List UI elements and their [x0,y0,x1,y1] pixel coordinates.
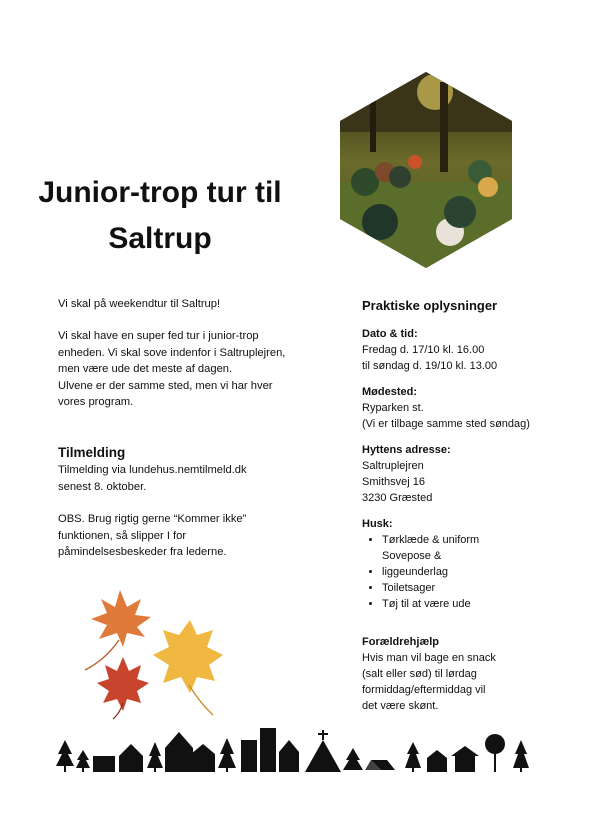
title-line-1: Junior-trop tur til [38,176,282,209]
adresse-label: Hyttens adresse: [362,444,451,456]
moedested-line: (Vi er tilbage samme sted søndag) [362,418,530,430]
foraeldre-line: formiddag/eftermiddag vil [362,684,486,696]
title-line-2: Saltrup [108,222,212,255]
tree-icon [56,740,74,772]
dato-line: til søndag d. 19/10 kl. 13.00 [362,360,498,372]
village-skyline-silhouette [55,724,535,774]
building-icon [241,740,257,772]
tree-icon [405,742,421,772]
info-heading: Praktiske oplysninger [362,298,498,313]
adresse-line: 3230 Græsted [362,492,433,504]
house-icon [427,750,447,772]
house-icon [93,756,115,772]
tree-icon [147,742,163,772]
foraeldre-block [362,634,562,714]
adresse-line: Saltruplejren [362,460,424,472]
scouts-photo-hexagon [340,72,512,268]
autumn-leaves-illustration [75,585,225,720]
round-tree-icon [485,734,505,772]
tree-icon [343,748,363,770]
husk-label: Husk: [362,518,393,530]
tilmelding-link-text: Tilmelding via lundehus.nemtilmeld.dk [58,464,247,477]
house-icon [119,744,143,772]
maple-leaf-orange-icon [85,590,151,670]
tent-icon [365,760,395,770]
moedested-label: Mødested: [362,386,417,398]
tree-icon [218,738,236,772]
obs-note [58,511,308,560]
obs-text: funktionen, så slipper I for [58,529,187,542]
intro-paragraph [58,328,308,410]
maple-leaf-red-icon [97,657,149,719]
husk-item: • Tøj til at være ude [382,596,562,612]
foraeldre-line: det være skønt. [362,700,439,712]
dato-line: Fredag d. 17/10 kl. 16.00 [362,344,485,356]
husk-item: • Toiletsager [382,580,562,596]
info-column [362,298,562,714]
dato-block [362,326,562,374]
obs-text: påmindelsesbeskeder fra lederne. [58,546,227,559]
intro-column [58,296,308,576]
intro-text: vores program. [58,396,134,409]
husk-list [362,532,562,612]
moedested-line: Ryparken st. [362,402,424,414]
foraeldre-line: (salt eller sød) til lørdag [362,668,477,680]
husk-item-text: Sovepose & liggeunderlag [382,550,449,578]
intro-text: men være ude det meste af dagen. [58,363,233,376]
dato-label: Dato & tid: [362,328,418,340]
intro-line: Vi skal på weekendtur til Saltrup! [58,298,221,310]
tilmelding-heading: Tilmelding [58,445,126,461]
husk-item: • Tørklæde & uniform [382,532,562,548]
tree-icon [513,740,529,772]
house-icon [451,746,479,772]
foraeldre-label: Forældrehjælp [362,636,440,648]
tilmelding-deadline: senest 8. oktober. [58,480,147,493]
tilmelding-text [58,462,308,495]
obs-text: OBS. Brug rigtig gerne “Kommer ikke” [58,513,247,526]
moedested-block [362,384,562,432]
husk-block [362,516,562,612]
adresse-line: Smithsvej 16 [362,476,425,488]
house-icon [165,732,193,772]
foraeldre-line: Hvis man vil bage en snack [362,652,496,664]
page-title [30,170,290,262]
intro-text: enheden. Vi skal sove indenfor i Saltruplejren, [58,346,286,359]
intro-text: Vi skal have en super fed tur i junior-trop [58,330,259,343]
adresse-block [362,442,562,506]
building-icon [260,728,276,772]
intro-text: Ulvene er der samme sted, men vi har hver [58,379,273,392]
tent-icon [305,730,341,772]
house-icon [191,744,215,772]
house-icon [279,740,299,772]
husk-item [382,548,562,580]
tree-icon [76,750,90,772]
leaf-yellow-icon [153,620,223,715]
